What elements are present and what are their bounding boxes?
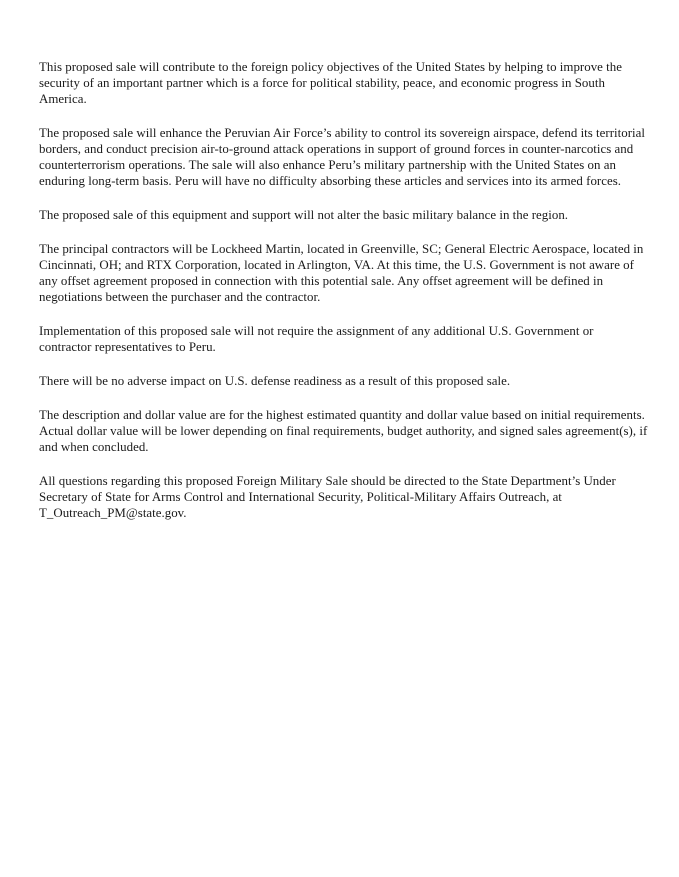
paragraph-air-force-capability: The proposed sale will enhance the Peruvian Air Force’s ability to control its sovereign airspace, defend its territorial borders, and conduct precision air-to-ground attack operations in support of ground forces in counter-narcotics and counterterrorism operations. The sale will also enhance Peru’s military partnership with the United States on an enduring long-term basis. Peru will have no difficulty absorbing these articles and services into its armed forces.: [39, 126, 645, 188]
paragraph-principal-contractors: The principal contractors will be Lockheed Martin, located in Greenville, SC; General Electric Aerospace, located in Cincinnati, OH; and RTX Corporation, located in Arlington, VA. At this time, the U.S. Government is not aware of any offset agreement proposed in connection with this potential sale. Any offset agreement will be defined in negotiations between the purchaser and the contractor.: [39, 242, 644, 304]
paragraph-implementation: Implementation of this proposed sale will not require the assignment of any additional U.S. Government or contractor representatives to Peru.: [39, 324, 594, 354]
paragraph-dollar-value: The description and dollar value are for the highest estimated quantity and dollar value based on initial requirements. Actual dollar value will be lower depending on final requirements, budget authority, and signed sales agreement(s), if and when concluded.: [39, 408, 648, 454]
paragraph-defense-readiness: There will be no adverse impact on U.S. defense readiness as a result of this proposed sale.: [39, 374, 511, 388]
document-body: [39, 59, 649, 539]
paragraph-foreign-policy: This proposed sale will contribute to the foreign policy objectives of the United States by helping to improve the security of an important partner which is a force for political stability, peace, and economic progress in South America.: [39, 60, 622, 106]
paragraph-military-balance: The proposed sale of this equipment and support will not alter the basic military balance in the region.: [39, 208, 569, 222]
paragraph-contact-questions: All questions regarding this proposed Foreign Military Sale should be directed to the State Department’s Under Secretary of State for Arms Control and International Security, Political-Military Affairs Outreach, at T_Outreach_PM@state.gov.: [39, 474, 616, 520]
